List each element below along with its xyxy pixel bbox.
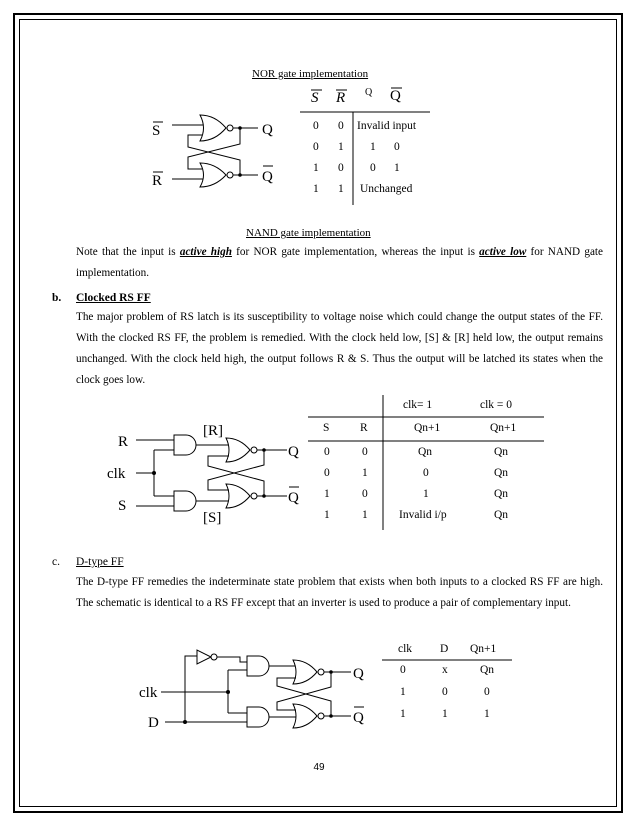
d-cell: 1	[484, 708, 490, 720]
nor-latch-diagram	[140, 105, 290, 190]
d-cell: 0	[400, 664, 406, 676]
rs-r-bracket-label: [R]	[203, 423, 223, 439]
rs-header: R	[360, 422, 368, 434]
clocked-rs-diagram	[107, 418, 312, 528]
rs-qbar-label: Q	[288, 490, 299, 506]
nor-header-r: R	[336, 90, 346, 106]
rs-clk-label: clk	[107, 466, 126, 482]
d-cell: x	[442, 664, 448, 676]
note-text: Note that the input is	[76, 246, 180, 258]
nor-q-output-label: Q	[262, 122, 273, 138]
rs-cell: Qn	[418, 446, 433, 458]
section-b-letter: b.	[52, 292, 62, 304]
nor-cell: 1	[313, 162, 319, 174]
d-cell: 1	[400, 708, 406, 720]
nor-r-input-label: R	[152, 173, 163, 189]
nor-truth-table	[300, 85, 430, 207]
active-low-emphasis: active low	[479, 246, 527, 258]
rs-header: Qn+1	[490, 422, 517, 434]
rs-cell: Qn	[494, 467, 509, 479]
section-b-title: Clocked RS FF	[76, 292, 151, 304]
note-text: for NAND gate implementation.	[76, 246, 603, 279]
rs-cell: 0	[324, 446, 330, 458]
d-header: D	[440, 643, 449, 655]
nor-cell: 1	[338, 141, 344, 153]
d-cell: 0	[484, 686, 490, 698]
page-number: 49	[313, 762, 325, 773]
rs-cell: 0	[423, 467, 429, 479]
nor-s-input-label: S	[152, 123, 161, 139]
section-c-paragraph	[76, 572, 603, 614]
d-cell: 0	[442, 686, 448, 698]
nor-cell: 0	[338, 120, 344, 132]
nor-cell: 0	[394, 141, 400, 153]
rs-cell: 1	[324, 509, 330, 521]
clocked-rs-truth-table	[308, 395, 544, 530]
rs-s-label: S	[118, 498, 127, 514]
nor-cell: 0	[313, 141, 319, 153]
note-text: for NOR gate implementation, whereas the input is	[231, 246, 480, 258]
nor-cell: 1	[394, 162, 400, 174]
section-b-text: The major problem of RS latch is its susceptibility to voltage noise which could change the output states of the FF. With the clocked RS FF, the problem is remedied. With the clock held low, [S] & [R] held low, the output remains unchanged. With the clock held high, the output follows R & S. Thus the output will be latched its states when the clock goes low.	[76, 311, 603, 386]
rs-cell: Invalid i/p	[399, 509, 447, 521]
rs-r-label: R	[118, 434, 129, 450]
rs-header: Qn+1	[414, 422, 441, 434]
rs-cell: Qn	[494, 509, 509, 521]
rs-cell: 0	[362, 446, 368, 458]
rs-cell: 1	[362, 467, 368, 479]
rs-cell: 0	[324, 467, 330, 479]
section-c-text: The D-type FF remedies the indeterminate state problem that exists when both inputs to a clocked RS FF are high. The schematic is identical to a RS FF except that an inverter is used to produce a pair of complementary input.	[76, 576, 603, 609]
rs-cell: Qn	[494, 488, 509, 500]
nand-note	[76, 242, 603, 284]
active-high-emphasis: active high	[179, 246, 232, 258]
rs-cell: 1	[423, 488, 429, 500]
rs-cell: 1	[362, 509, 368, 521]
section-c-letter: c.	[52, 556, 60, 568]
nor-cell: Unchanged	[360, 183, 413, 195]
rs-cell: Qn	[494, 446, 509, 458]
rs-s-bracket-label: [S]	[203, 510, 222, 526]
nor-qbar-output-label: Q	[262, 169, 273, 185]
nor-cell: 1	[338, 183, 344, 195]
nor-cell: 0	[338, 162, 344, 174]
d-clk-label: clk	[139, 685, 158, 701]
d-type-diagram	[135, 648, 375, 732]
nor-header-q: Q	[365, 87, 373, 98]
rs-group-header: clk= 1	[403, 399, 433, 411]
rs-cell: 0	[362, 488, 368, 500]
nor-cell: 0	[370, 162, 376, 174]
d-header: clk	[398, 643, 413, 655]
d-type-truth-table	[382, 641, 512, 726]
section-c-title: D-type FF	[76, 556, 124, 568]
d-q-label: Q	[353, 666, 364, 682]
nor-cell: 1	[370, 141, 376, 153]
rs-header: S	[323, 422, 330, 434]
nor-header-qbar: Q	[390, 88, 401, 104]
d-cell: Qn	[480, 664, 495, 676]
d-header: Qn+1	[470, 643, 497, 655]
rs-cell: 1	[324, 488, 330, 500]
nand-caption: NAND gate implementation	[246, 227, 371, 239]
section-b-paragraph	[76, 307, 603, 391]
d-input-label: D	[148, 715, 159, 731]
d-cell: 1	[400, 686, 406, 698]
rs-group-header: clk = 0	[480, 399, 513, 411]
nor-cell: 1	[313, 183, 319, 195]
d-cell: 1	[442, 708, 448, 720]
d-qbar-label: Q	[353, 710, 364, 726]
nor-caption: NOR gate implementation	[252, 68, 369, 80]
nor-cell: 0	[313, 120, 319, 132]
rs-q-label: Q	[288, 444, 299, 460]
nor-header-s: S	[311, 90, 319, 106]
nor-cell: Invalid input	[357, 120, 417, 132]
